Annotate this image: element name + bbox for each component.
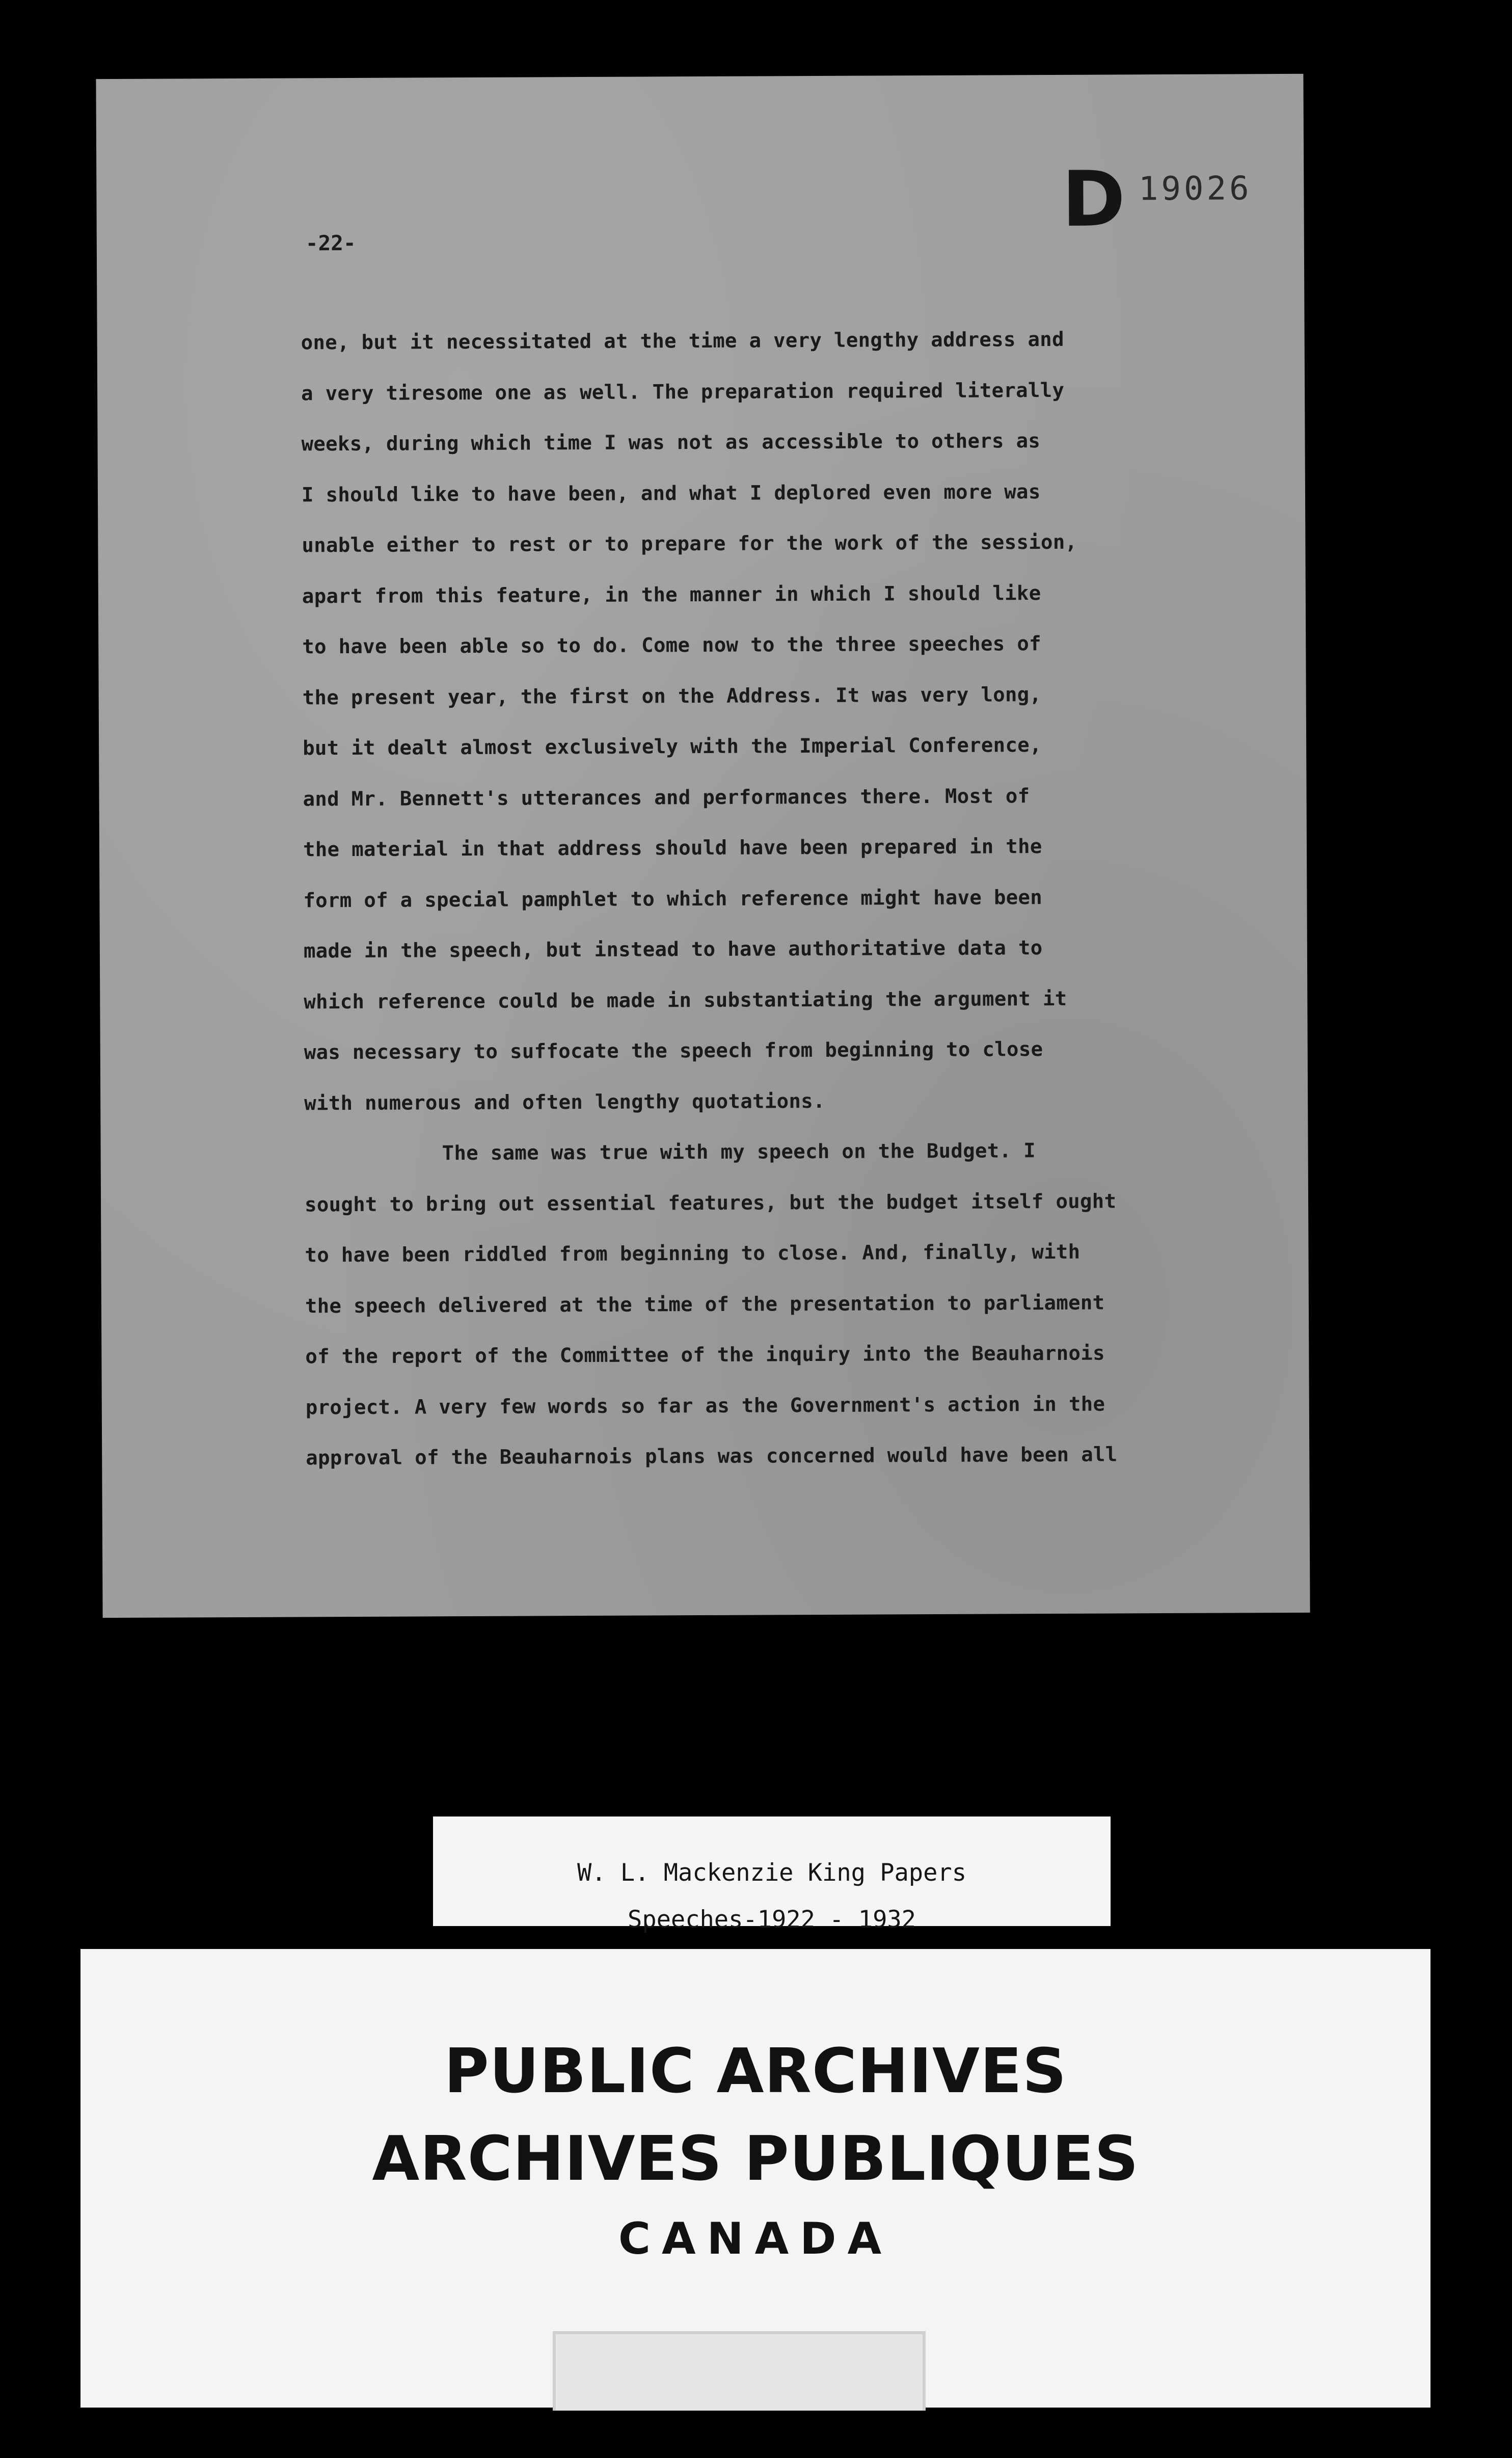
text-line: sought to bring out essential features, but the budget itself ought: [304, 1189, 1117, 1216]
text-line: and Mr. Bennett's utterances and performances there. Most of: [303, 784, 1030, 811]
text-line: approval of the Beauharnois plans was concerned would have been all: [306, 1443, 1118, 1470]
page-number: -22-: [305, 230, 356, 256]
collection-label: [433, 1816, 1111, 1934]
text-line: form of a special pamphlet to which reference might have been: [303, 886, 1043, 912]
collection-label-series: Speeches-1922 - 1932: [628, 1906, 916, 1934]
text-line: was necessary to suffocate the speech from beginning to close: [304, 1038, 1043, 1064]
text-line: I should like to have been, and what I deplored even more was: [301, 480, 1041, 506]
archive-label-english: PUBLIC ARCHIVES: [444, 2036, 1067, 2107]
archive-stamp: [1062, 155, 1252, 244]
text-line: but it dealt almost exclusively with the Imperial Conference,: [303, 734, 1042, 760]
stamp-number: 19026: [1138, 170, 1252, 208]
text-line: a very tiresome one as well. The preparation required literally: [301, 379, 1065, 405]
text-line: unable either to rest or to prepare for the work of the session,: [302, 530, 1077, 557]
text-line: the speech delivered at the time of the presentation to parliament: [305, 1291, 1105, 1318]
text-line: of the report of the Committee of the inquiry into the Beauharnois: [305, 1342, 1105, 1369]
label-tab: [553, 2331, 926, 2411]
text-line: apart from this feature, in the manner in which I should like: [302, 581, 1041, 608]
text-line: which reference could be made in substantiating the argument it: [304, 987, 1067, 1013]
text-line: the present year, the first on the Address. It was very long,: [302, 683, 1042, 709]
document-sheet: [96, 74, 1310, 1618]
archive-label-country: CANADA: [618, 2213, 893, 2264]
text-line: to have been able so to do. Come now to the three speeches of: [302, 632, 1041, 659]
typed-text-block: [301, 313, 1274, 1484]
text-line: weeks, during which time I was not as accessible to others as: [301, 430, 1041, 456]
archive-label-french: ARCHIVES PUBLIQUES: [372, 2124, 1139, 2195]
collection-label-title: W. L. Mackenzie King Papers: [577, 1859, 966, 1887]
text-line: The same was true with my speech on the Budget. I: [442, 1139, 1036, 1165]
stamp-letter: D: [1062, 155, 1126, 244]
text-line: with numerous and often lengthy quotations.: [304, 1089, 825, 1115]
text-line: the material in that address should have been prepared in the: [303, 835, 1042, 862]
text-line: project. A very few words so far as the Government's action in the: [305, 1393, 1105, 1419]
text-line: made in the speech, but instead to have authoritative data to: [303, 937, 1043, 963]
text-line: one, but it necessitated at the time a very lengthy address and: [301, 328, 1064, 355]
text-line: to have been riddled from beginning to close. And, finally, with: [305, 1240, 1081, 1267]
